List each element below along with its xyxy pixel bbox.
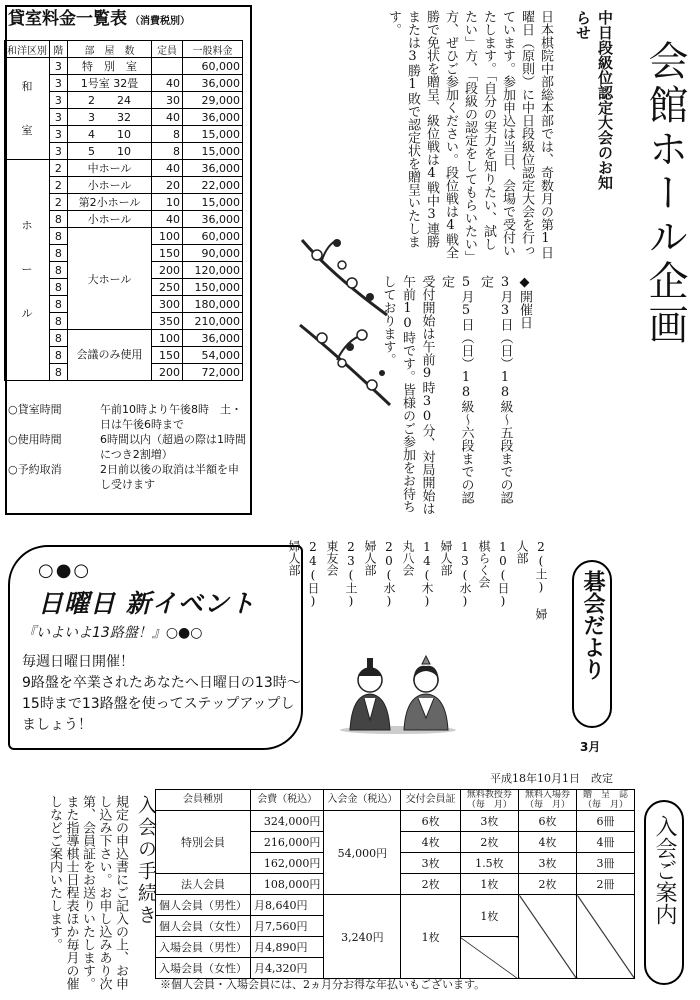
cell-capacity: 150 — [152, 245, 183, 262]
cell-magazine: 4冊 — [577, 832, 635, 853]
cell-floor: 8 — [50, 245, 68, 262]
cell-floor: 3 — [50, 58, 68, 75]
special-member-label: 特別会員 — [156, 811, 251, 874]
membership-guide-title: 入会ご案内 — [652, 815, 677, 925]
group-hall: ホ ー ル — [5, 160, 50, 381]
cell-entry: 2枚 — [519, 874, 577, 895]
cell-capacity: 40 — [152, 75, 183, 92]
cell-capacity: 30 — [152, 92, 183, 109]
cell-fee: 36,000 — [183, 330, 243, 347]
cell-room: 第2小ホール — [67, 194, 151, 211]
cell-fee: 15,000 — [183, 143, 243, 160]
individual-card: 1枚 — [401, 895, 460, 979]
note-value: 午前10時より午後8時 土・日は午後6時まで — [100, 403, 242, 431]
meeting-only-label: 会議のみ使用 — [67, 330, 151, 381]
revision-date: 平成18年10月1日 改定 — [490, 772, 613, 785]
cell-capacity: 20 — [152, 177, 183, 194]
cell-fee: 60,000 — [183, 58, 243, 75]
cell-entry: 6枚 — [519, 811, 577, 832]
plum-branch-illustration — [292, 235, 392, 410]
rates-table — [4, 40, 243, 381]
cell-fee: 60,000 — [183, 228, 243, 245]
cell-fee: 月4,890円 — [251, 937, 324, 958]
cell-floor: 8 — [50, 279, 68, 296]
note-row — [8, 432, 246, 462]
cell-card: 6枚 — [401, 811, 460, 832]
cell-room: 4 10 — [67, 126, 151, 143]
hina-dolls-illustration — [338, 650, 458, 735]
cell-floor: 8 — [50, 364, 68, 381]
cell-magazine: 3冊 — [577, 853, 635, 874]
cell-fee: 72,000 — [183, 364, 243, 381]
membership-table — [155, 789, 635, 979]
cell-member-type: 入場会員（男性） — [156, 937, 251, 958]
club-news-title: 碁会だより — [580, 570, 605, 680]
tax-badge: （消費税別） — [130, 16, 190, 27]
cell-card: 4枚 — [401, 832, 460, 853]
club-month: 3月 — [580, 740, 601, 754]
cell-capacity: 300 — [152, 296, 183, 313]
cell-lesson: 1.5枚 — [460, 853, 518, 874]
col-capacity: 定員 — [152, 41, 183, 58]
hall-plan-title: 会館ホール企画 — [642, 40, 688, 348]
cell-fee: 324,000円 — [251, 811, 324, 832]
cell-floor: 3 — [50, 126, 68, 143]
event-title: 日曜日 新イベント — [38, 589, 256, 618]
club-schedule-list: 2(土) 婦人部 10(日) 棋らく会 13(水) 婦人部 14(木) 丸八会 20(水) 婦人部 23(土) 東友会 24(日) 婦人部 — [287, 540, 548, 620]
cell-fee: 月8,640円 — [251, 895, 324, 916]
cell-floor: 2 — [50, 194, 68, 211]
cell-floor: 3 — [50, 92, 68, 109]
not-applicable-cell — [519, 895, 577, 979]
cell-floor: 2 — [50, 177, 68, 194]
cell-lesson: 2枚 — [460, 832, 518, 853]
cell-floor: 2 — [50, 160, 68, 177]
cell-capacity: 100 — [152, 330, 183, 347]
cell-fee: 36,000 — [183, 75, 243, 92]
individual-join-fee: 3,240円 — [324, 895, 401, 979]
cell-fee: 216,000円 — [251, 832, 324, 853]
col-room: 部 屋 数 — [67, 41, 151, 58]
cell-magazine: 2冊 — [577, 874, 635, 895]
individual-lesson: 1枚 — [460, 895, 518, 937]
note-value: 6時間以内（超過の際は1時間につき2割増） — [100, 433, 246, 461]
col-lesson: 無料教授券（毎 月） — [460, 790, 518, 811]
cell-fee: 180,000 — [183, 296, 243, 313]
not-applicable-cell — [577, 895, 635, 979]
cell-fee: 54,000 — [183, 347, 243, 364]
cell-fee: 210,000 — [183, 313, 243, 330]
cell-fee: 36,000 — [183, 160, 243, 177]
cell-fee: 162,000円 — [251, 853, 324, 874]
col-type: 和洋区別 — [5, 41, 50, 58]
procedure-title: 入会の手続き — [135, 795, 157, 927]
big-hall-label: 大ホール — [67, 228, 151, 330]
note-value: 2日前以後の取消は半額を申し受けます — [100, 463, 239, 491]
table-row — [5, 160, 243, 177]
cell-floor: 8 — [50, 313, 68, 330]
membership-footnote: ※個人会員・入場会員には、2ヵ月分お得な年払いもございます。 — [160, 978, 486, 991]
not-applicable-cell — [460, 937, 518, 979]
rates-header-row — [5, 41, 243, 58]
col-join-fee: 入会金（税込） — [324, 790, 401, 811]
cell-floor: 3 — [50, 143, 68, 160]
cell-magazine: 6冊 — [577, 811, 635, 832]
cell-fee: 22,000 — [183, 177, 243, 194]
cell-floor: 3 — [50, 75, 68, 92]
cell-floor: 8 — [50, 296, 68, 313]
cell-fee: 15,000 — [183, 126, 243, 143]
cell-floor: 8 — [50, 228, 68, 245]
note-row — [8, 462, 246, 492]
cell-fee: 15,000 — [183, 194, 243, 211]
table-row — [156, 811, 635, 832]
cell-room: 3 32 — [67, 109, 151, 126]
go-stones-decoration: ○●○ — [38, 560, 92, 581]
cell-fee: 36,000 — [183, 109, 243, 126]
cell-capacity: 40 — [152, 109, 183, 126]
cell-capacity: 150 — [152, 347, 183, 364]
cell-fee: 120,000 — [183, 262, 243, 279]
cell-fee: 150,000 — [183, 279, 243, 296]
cell-card: 2枚 — [401, 874, 460, 895]
event-schedule: ◆開催日 3月3日（日）18級〜五段までの認定 5月5日（日）18級〜六段までの認定 受付開始は午前9時30分、対局開始は午前10時です。皆様のご参加をお待ちしております。 — [380, 275, 532, 515]
cell-lesson: 3枚 — [460, 811, 518, 832]
note-key: ○使用時間 — [8, 433, 62, 446]
cell-capacity: 40 — [152, 211, 183, 228]
note-key: ○貸室時間 — [8, 403, 62, 416]
cell-fee: 36,000 — [183, 211, 243, 228]
cell-entry: 3枚 — [519, 853, 577, 874]
cell-room: 2 24 — [67, 92, 151, 109]
table-row — [5, 58, 243, 75]
cell-fee: 108,000円 — [251, 874, 324, 895]
cell-capacity: 250 — [152, 279, 183, 296]
cell-room: 5 10 — [67, 143, 151, 160]
cell-member-type: 入場会員（女性） — [156, 958, 251, 979]
cell-entry: 4枚 — [519, 832, 577, 853]
note-key: ○予約取消 — [8, 463, 62, 476]
cell-member-type: 個人会員（男性） — [156, 895, 251, 916]
cell-floor: 8 — [50, 330, 68, 347]
group-japanese: 和 室 — [5, 58, 50, 160]
cell-capacity: 8 — [152, 126, 183, 143]
cell-floor: 3 — [50, 109, 68, 126]
col-card: 交付会員証 — [401, 790, 460, 811]
col-magazine: 贈 呈 誌（毎 月） — [577, 790, 635, 811]
cell-member-type: 法人会員 — [156, 874, 251, 895]
cell-fee: 90,000 — [183, 245, 243, 262]
cell-capacity: 200 — [152, 262, 183, 279]
cell-card: 3枚 — [401, 853, 460, 874]
cell-room: 小ホール — [67, 211, 151, 228]
cell-capacity: 200 — [152, 364, 183, 381]
cell-capacity: 350 — [152, 313, 183, 330]
membership-header-row — [156, 790, 635, 811]
col-entry: 無料入場券（毎 月） — [519, 790, 577, 811]
cell-fee: 月4,320円 — [251, 958, 324, 979]
cell-capacity — [152, 58, 183, 75]
cell-capacity: 8 — [152, 143, 183, 160]
note-row — [8, 402, 246, 432]
cell-room: 小ホール — [67, 177, 151, 194]
col-floor: 階 — [50, 41, 68, 58]
cell-capacity: 40 — [152, 160, 183, 177]
cell-member-type: 個人会員（女性） — [156, 916, 251, 937]
cell-fee: 月7,560円 — [251, 916, 324, 937]
cell-floor: 8 — [50, 347, 68, 364]
notice-title: 中日段級位認定大会のお知らせ — [574, 10, 614, 190]
special-join-fee: 54,000円 — [324, 811, 401, 895]
cell-floor: 8 — [50, 262, 68, 279]
rates-notes — [8, 402, 246, 492]
col-member-type: 会員種別 — [156, 790, 251, 811]
cell-fee: 29,000 — [183, 92, 243, 109]
cell-room: 中ホール — [67, 160, 151, 177]
event-subtitle: 『いよいよ13路盤！』○●○ — [22, 625, 203, 641]
procedure-body: 規定の申込書にご記入の上、お申し込み下さい。お申し込みあり次第、会員証をお送りいたします。また指導棋士日程表ほか毎月の催しなどご案内いたします。 — [47, 795, 128, 990]
cell-room: 特 別 室 — [67, 58, 151, 75]
notice-body: 日本棋院中部総本部では、奇数月の第1日曜日（原則）に中日段級位認定大会を行っています。参加申込は当日、会場で受付いたします。「自分の実力を知りたい、試したい」方、「段級の認定をしてもらいたい」方、ぜひご参加ください。段位戦は4戦全勝で免状を贈呈、級位戦は4戦中3連勝または3勝1敗で認定状を贈呈いたします。 — [386, 10, 553, 259]
cell-capacity: 10 — [152, 194, 183, 211]
col-fee: 会費（税込） — [251, 790, 324, 811]
col-fee: 一般料金 — [183, 41, 243, 58]
cell-capacity: 100 — [152, 228, 183, 245]
table-row — [156, 895, 635, 916]
cell-floor: 8 — [50, 211, 68, 228]
rates-title: 貸室料金一覧表 （消費税別） — [8, 9, 190, 29]
event-description: 毎週日曜日開催！ 9路盤を卒業されたあなたへ日曜日の13時〜15時まで13路盤を使ってステップアップしましょう！ — [22, 654, 301, 733]
cell-lesson: 1枚 — [460, 874, 518, 895]
cell-room: 1号室 32畳 — [67, 75, 151, 92]
